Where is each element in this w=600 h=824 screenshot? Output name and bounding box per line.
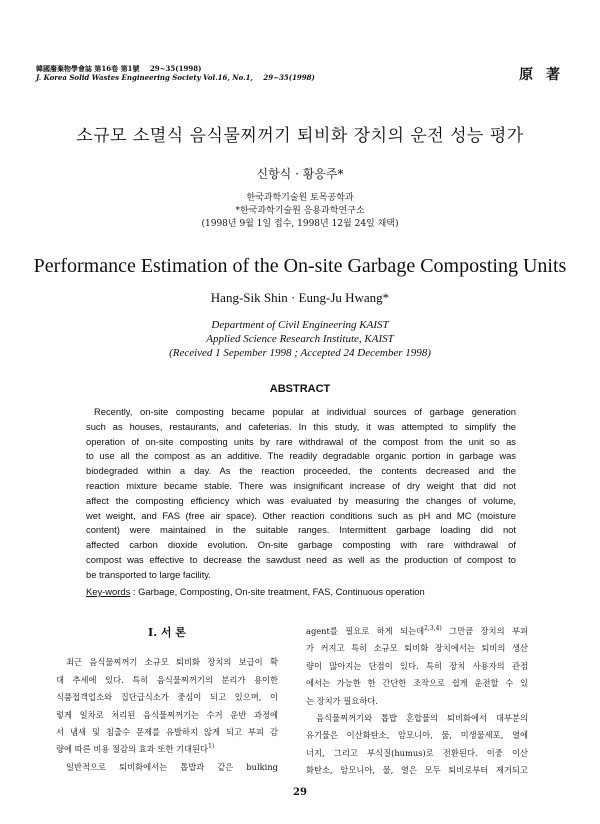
reference-superscript: 1)	[208, 743, 215, 751]
keywords-list: : Garbage, Composting, On-site treatment, FAS, Continuous operation	[130, 586, 425, 597]
reference-superscript: 2,3,4)	[424, 625, 442, 633]
body-line	[56, 741, 278, 758]
affiliation-line: 한국과학기술원 토목공학과	[246, 193, 354, 203]
page-number: 29	[293, 787, 307, 798]
body-line: 일반적으로 퇴비화에서는 톱밥과 같은 bulking	[66, 761, 278, 772]
body-line: 서 냄새 및 침출수 문제를 유발하지 않게 되고 부피 감	[56, 727, 278, 738]
abstract-line: operation of on-site composting units by rare withdrawal of the compost from the unit so as	[86, 435, 516, 447]
journal-pages-en: 29~35(1998)	[263, 73, 315, 82]
body-column-left	[56, 624, 278, 776]
body-text: 그만큼 장치의 부피	[441, 626, 528, 636]
body-line: 렇게 일차로 처리된 음식물찌꺼기는 수거 운반 과정에	[56, 709, 278, 720]
article-type-label: 原 著	[519, 67, 564, 83]
keywords-label: Key-words	[86, 586, 131, 597]
abstract-line: be transported to large facility.	[86, 568, 211, 580]
abstract-line: content) were maintained in the suitable ranges. Intermittent garbage loading did not	[86, 524, 516, 536]
body-text: 량에 따른 비용 절감의 효과 또한 기대된다	[56, 744, 209, 755]
journal-name-ko: 韓國廢棄物學會誌 第16卷 第1號	[36, 64, 140, 73]
abstract-line: affect the composting efficiency which was evaluated by measuring the changes of volume,	[86, 494, 516, 506]
abstract-line: reaction mixture became stable. There was insignificant increase of dry weight that did not	[86, 479, 516, 491]
body-line	[306, 623, 528, 640]
body-text: agent를 필요로 하게 되는데	[306, 626, 425, 636]
section-heading: Ⅰ. 서 론	[148, 626, 186, 639]
body-line: 량이 많아지는 단점이 있다. 특히 장치 사용자의 관점	[306, 660, 528, 671]
received-dates-korean: (1998년 9월 1일 접수, 1998년 12월 24일 채택)	[201, 219, 399, 229]
affiliations-english	[0, 318, 600, 360]
body-line: 는 장치가 필요하다.	[306, 695, 379, 706]
abstract-body	[86, 405, 516, 583]
affiliations-korean	[0, 192, 600, 231]
keywords	[86, 586, 516, 597]
affiliation-line: Applied Science Research Institute, KAIST	[206, 333, 394, 345]
body-column-right	[306, 623, 528, 780]
abstract-line: such as houses, restaurants, and cafeterias. In this study, it was attempted to simplify the	[86, 420, 516, 432]
abstract-line: affected carbon dioxide evolution. On-site garbage composting with rare withdrawal of	[86, 539, 516, 551]
abstract-line: Recently, on-site composting became popular at individual sources of garbage generation	[94, 406, 516, 417]
received-dates-english: (Received 1 Sepember 1998 ; Accepted 24 December 1998)	[169, 347, 431, 359]
abstract-heading: ABSTRACT	[269, 383, 331, 395]
affiliation-line: *한국과학기술원 응용과학연구소	[235, 206, 365, 216]
body-line: 유기물은 이산화탄소, 암모니아, 물, 미생물세포, 열에	[306, 730, 528, 741]
authors-korean: 신항식 · 황응주*	[256, 167, 344, 181]
affiliation-line: Department of Civil Engineering KAIST	[211, 319, 389, 331]
title-korean: 소규모 소멸식 음식물찌꺼기 퇴비화 장치의 운전 성능 평가	[76, 126, 524, 146]
body-line: 화탄소, 암모니아, 물, 열은 모두 퇴비로부터 제거되고	[306, 765, 528, 776]
body-line: 음식물찌꺼기와 톱밥 혼합물의 퇴비화에서 대부분의	[316, 713, 528, 724]
journal-header	[36, 64, 315, 82]
title-english: Performance Estimation of the On-site Garbage Composting Units	[33, 255, 567, 277]
abstract-line: to use all the compost as an additive. The readily degradable organic portion in garbage was	[86, 450, 516, 462]
journal-name-en: J. Korea Solid Wastes Engineering Society Vol.16, No.1,	[36, 73, 253, 82]
body-line: 에서는 가능한 한 간단한 조작으로 쉽게 운전할 수 있	[306, 678, 528, 689]
abstract-line: wet weight, and FAS (free air space). Other reaction conditions such as pH and MC (moisture	[86, 509, 516, 521]
abstract-line: compost was effective to decrease the sawdust need as well as the production of compost to	[86, 553, 516, 565]
body-line: 식품접객업소와 집단급식소가 중심이 되고 있으며, 이	[56, 692, 278, 703]
abstract-line: biodegraded within a day. As the reaction proceeded, the contents decreased and the	[86, 465, 516, 477]
body-line: 대 추세에 있다. 특히 음식물찌꺼기의 분리가 용이한	[56, 674, 278, 685]
authors-english: Hang-Sik Shin · Eung-Ju Hwang*	[210, 290, 390, 305]
body-line: 가 커지고 특히 소규모 퇴비화 장치에서는 퇴비의 생산	[306, 643, 528, 654]
body-line: 최근 음식물찌꺼기 소규모 퇴비화 장치의 보급이 확	[66, 657, 278, 668]
body-line: 너지, 그리고 부식질(humus)로 전환된다. 이중 이산	[306, 747, 528, 758]
journal-pages: 29~35(1998)	[149, 64, 202, 73]
